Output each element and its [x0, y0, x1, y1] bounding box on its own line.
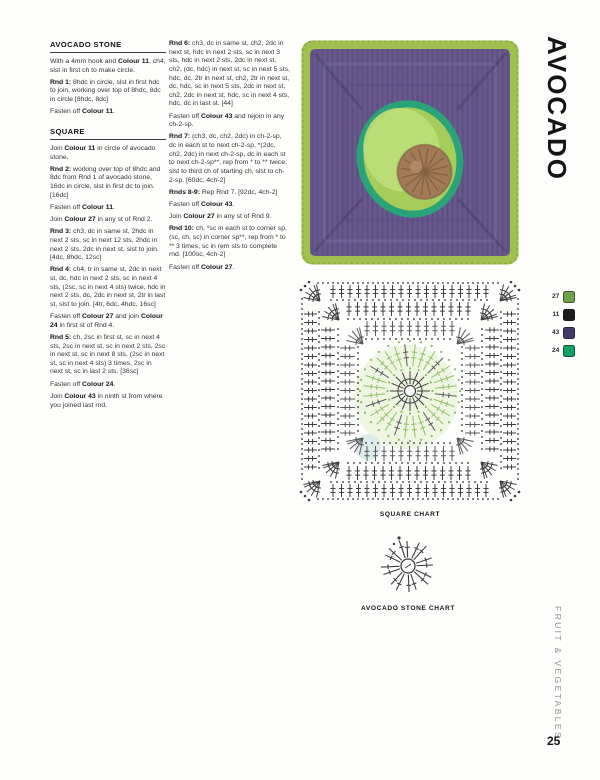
instruction-paragraph: Rnds 8-9: Rep Rnd 7. [92dc, 4ch-2] — [169, 188, 278, 196]
instructions-column-middle — [169, 40, 290, 276]
square-chart-label: SQUARE CHART — [379, 511, 441, 518]
legend-colour-swatch — [563, 327, 575, 339]
chapter-footer: FRUIT & VEGETABLES — [553, 606, 563, 741]
page-title: AVOCADO — [542, 36, 572, 181]
instruction-paragraph: Fasten off Colour 24. — [50, 380, 116, 388]
instruction-paragraph: Rnd 5: ch, 2sc in first st, sc in next 4 sts, 2sc in next st, sc in next 2 sts, 2sc in next st, sc in next 8 sts, (2sc in next st, sc in next 4 sts) 3 times, 2sc in next st, sc in last 2 sts. [36sc] — [50, 333, 166, 376]
square-chart-figure — [297, 281, 523, 518]
instruction-paragraph: Rnd 7: (ch3, dc, ch2, 2dc) in ch-2-sp, dc in each st to next ch-2-sp, *(2dc, ch2, 2dc) in next ch-2-sp, dc in each st to next ch-2-sp**, rep from * to ** twice, slst to third ch of starting ch, slst to ch-2-sp. [60dc, 4ch-2] — [169, 133, 287, 184]
instruction-paragraph: Join Colour 43 in ninth st from where you joined last rnd. — [50, 392, 163, 409]
legend-row — [552, 290, 575, 303]
instruction-paragraph: Fasten off Colour 11. — [50, 108, 115, 116]
instruction-paragraph: Rnd 4: ch4, tr in same st, 2dc in next st, dc, hdc in next 2 sts, sc in next 4 sts, (2sc, sc in next 4 sts) twice, hdc in next 2 sts, dc, 2dc in next st, 2tr in last st, slst to join. [4tr, 6dc, 4hdc, 16sc] — [50, 266, 166, 308]
square-chart-diagram — [297, 281, 523, 503]
legend-colour-number: 27 — [552, 293, 560, 300]
instruction-paragraph: Join Colour 11 in circle of avocado stone. — [50, 144, 156, 161]
stone-chart-figure — [358, 531, 458, 612]
legend-colour-number: 43 — [552, 329, 560, 336]
legend-colour-number: 11 — [552, 311, 560, 318]
instruction-paragraph: Rnd 6: ch3, dc in same st, ch2, 2dc in next st, hdc in next 2 sts, sc in next 3 sts, hdc in next 2 sts, 2dc in next st, ch2, (dc, hdc) in next st, sc in next 5 sts, hdc, dc, 2tr in next st, ch2, 2tr in next st, dc, hdc, sc in next 5 sts, 2dc in next st, ch2, 2dc in next st, hdc, sc in next 4 sts, hdc, dc in last st. [44] — [169, 40, 290, 108]
instruction-paragraph: Fasten off Colour 11. — [50, 203, 115, 211]
instruction-paragraph: Fasten off Colour 27 and join Colour 24 in first st of Rnd 4. — [50, 313, 163, 329]
legend-row — [552, 326, 575, 339]
instruction-paragraph: With a 4mm hook and Colour 11, ch4, slst in first ch to make circle. — [50, 58, 166, 74]
legend-colour-number: 24 — [552, 347, 560, 354]
legend-row — [552, 308, 575, 321]
instruction-paragraph: Fasten off Colour 27. — [169, 263, 235, 271]
instruction-paragraph: Join Colour 27 in any st of Rnd 2. — [50, 216, 153, 224]
page-number: 25 — [547, 734, 561, 748]
instruction-paragraph: Fasten off Colour 43 and rejoin in any ch-2-sp. — [169, 112, 285, 129]
instructions-column-left — [50, 40, 166, 414]
section-heading: AVOCADO STONE — [50, 40, 166, 53]
instruction-paragraph: Rnd 3: ch3, dc in same st, 2hdc in next 2 sts, sc in next 12 sts, 2hdc in next 2 sts, 2dc in next st, slst to join. [4dc, 8hdc, 12sc] — [50, 228, 159, 262]
legend-colour-swatch — [563, 291, 575, 303]
stone-chart-label: AVOCADO STONE CHART — [361, 605, 455, 612]
crochet-square-photo — [300, 39, 520, 266]
instruction-paragraph: Fasten off Colour 43. — [169, 201, 235, 208]
legend-colour-swatch — [563, 309, 575, 321]
legend-colour-swatch — [563, 345, 575, 357]
section-heading: SQUARE — [50, 127, 166, 140]
avocado-square-image — [300, 39, 520, 266]
instruction-paragraph: Rnd 2: working over top of 8hdc and 8dc from Rnd 1 of avocado stone, 16dc in circle, slst in first dc to join. [16dc] — [50, 165, 161, 199]
legend-row — [552, 344, 575, 357]
colour-legend — [552, 290, 575, 362]
instruction-paragraph: Rnd 10: ch, *sc in each st to corner sp, (sc, ch, sc) in corner sp**, rep from * to ** 3 times, sc in rem sts to complete rnd. [100sc, 4ch-2] — [169, 225, 287, 259]
stone-chart-diagram — [370, 531, 446, 597]
instruction-paragraph: Join Colour 27 in any st of Rnd 9. — [169, 213, 272, 221]
instruction-paragraph: Rnd 1: 8hdc in circle, slst in first hdc to join, working over top of 8hdc, 8dc in circle [8hdc, 8dc] — [50, 78, 161, 104]
